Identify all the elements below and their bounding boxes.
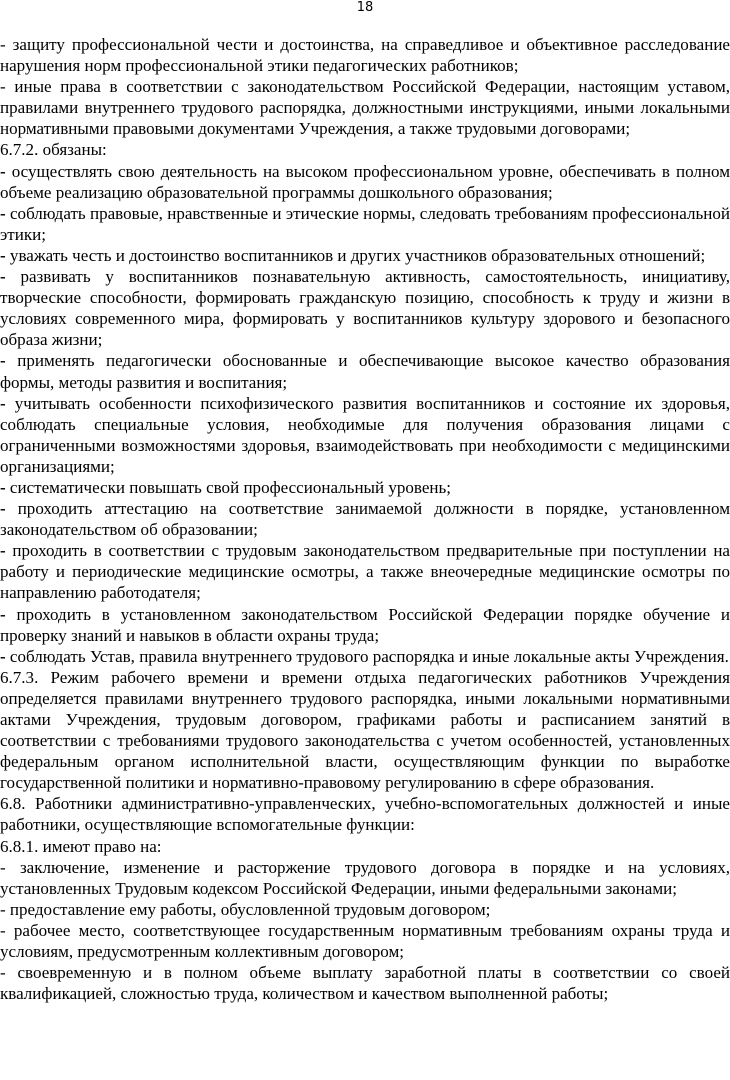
paragraph-text: проходить в установленном законодательством Российской Федерации порядке обучение и проверку знаний и навыков в области охраны труда; — [0, 604, 730, 645]
paragraph-text: рабочее место, соответствующее государственным нормативным требованиям охраны труда и условиям, предусмотренным коллективным договором; — [0, 920, 730, 962]
paragraph-text: систематически повышать свой профессиональный уровень; — [5, 477, 452, 497]
section-paragraph — [0, 836, 730, 857]
list-item — [0, 203, 730, 245]
paragraph-text: применять педагогически обоснованные и обеспечивающие высокое качество образования формы, методы развития и воспитания; — [0, 351, 730, 392]
list-item — [0, 604, 730, 646]
list-dash: - — [0, 604, 6, 624]
paragraph-text: проходить в соответствии с трудовым законодательством предварительные при поступлении на работу и периодические медицинские осмотры, а также внеочередные медицинские осмотры по направлению работодателя; — [0, 541, 730, 603]
list-dash: - — [0, 963, 6, 983]
paragraph-text: учитывать особенности психофизического развития воспитанников и состояние их здоровья, соблюдать специальные условия, необходимые для получения образования лицами с ограниченными возможностями здоровья, взаимодействовать при необходимости с медицинскими организациями; — [0, 393, 730, 476]
section-paragraph — [0, 793, 730, 835]
paragraph-text: проходить аттестацию на соответствие занимаемой должности в порядке, установленном законодательством об образовании; — [0, 499, 730, 540]
paragraph-text: соблюдать правовые, нравственные и этические нормы, следовать требованиям профессиональной этики; — [0, 203, 730, 244]
paragraph-text: заключение, изменение и расторжение трудового договора в порядке и на условиях, установленных Трудовым кодексом Российской Федерации, иными федеральными законами; — [0, 857, 730, 898]
list-dash: - — [0, 857, 6, 877]
list-item — [0, 477, 730, 498]
paragraph-text: уважать честь и достоинство воспитанников и других участников образовательных отношений; — [5, 245, 706, 265]
list-item — [0, 498, 730, 540]
list-dash: - — [0, 646, 6, 666]
paragraph-text: иные права в соответствии с законодательством Российской Федерации, настоящим уставом, правилами внутреннего трудового распорядка, должностными инструкциями, иными локальными нормативными правовыми документами Учреждения, а также трудовыми договорами; — [0, 77, 730, 139]
list-dash: - — [0, 267, 6, 287]
list-item — [0, 350, 730, 392]
list-item — [0, 962, 730, 1004]
list-item — [0, 857, 730, 899]
list-item — [0, 646, 730, 667]
list-item — [0, 34, 730, 76]
list-item — [0, 266, 730, 350]
list-item — [0, 540, 730, 603]
list-dash: - — [0, 499, 6, 519]
list-dash: - — [0, 351, 6, 371]
list-dash: - — [0, 203, 6, 223]
list-item — [0, 920, 730, 962]
list-dash: - — [0, 35, 6, 54]
paragraph-text: своевременную и в полном объеме выплату заработной платы в соответствии со своей квалификацией, сложностью труда, количеством и качеством выполненной работы; — [0, 963, 730, 1004]
section-paragraph — [0, 667, 730, 794]
list-item — [0, 245, 730, 266]
paragraph-text: 6.7.3. Режим рабочего времени и времени отдыха педагогических работников Учреждения определяется правилами внутреннего трудового распорядка, иными локальными нормативными актами Учреждения, трудовым договором, графиками работы и расписанием занятий в соответствии с требованиями трудового законодательства с учетом особенностей, установленных федеральным органом исполнительной власти, осуществляющим функции по выработке государственной политики и нормативно-правовому регулированию в сфере образования. — [0, 667, 730, 793]
list-dash: - — [0, 245, 6, 265]
list-item — [0, 899, 730, 920]
list-item — [0, 161, 730, 203]
paragraph-text: 6.8. Работники административно-управленческих, учебно-вспомогательных должностей и иные работники, осуществляющие вспомогательные функции: — [0, 794, 730, 835]
paragraph-text: защиту профессиональной чести и достоинства, на справедливое и объективное расследование нарушения норм профессиональной этики педагогических работников; — [0, 35, 730, 76]
list-dash: - — [0, 161, 6, 181]
paragraph-text: соблюдать Устав, правила внутреннего трудового распорядка и иные локальные акты Учреждения. — [5, 646, 729, 666]
page-number: 18 — [356, 0, 374, 15]
paragraph-text: предоставление ему работы, обусловленной трудовым договором; — [5, 899, 491, 919]
list-dash: - — [0, 393, 6, 413]
list-item — [0, 76, 730, 139]
list-dash: - — [0, 477, 6, 497]
paragraph-text: 6.8.1. имеют право на: — [0, 836, 162, 856]
paragraph-text: осуществлять свою деятельность на высоком профессиональном уровне, обеспечивать в полном объеме реализацию образовательной программы дошкольного образования; — [0, 161, 730, 202]
list-dash: - — [0, 77, 6, 97]
paragraph-text: развивать у воспитанников познавательную активность, самостоятельность, инициативу, творческие способности, формировать гражданскую позицию, способность к труду и жизни в условиях современного мира, формировать у воспитанников культуру здорового и безопасного образа жизни; — [0, 267, 730, 350]
document-body — [0, 34, 730, 1004]
list-dash: - — [0, 920, 6, 940]
paragraph-text: 6.7.2. обязаны: — [0, 140, 107, 160]
list-dash: - — [0, 899, 6, 919]
list-dash: - — [0, 541, 6, 561]
list-item — [0, 393, 730, 477]
section-paragraph — [0, 139, 730, 160]
